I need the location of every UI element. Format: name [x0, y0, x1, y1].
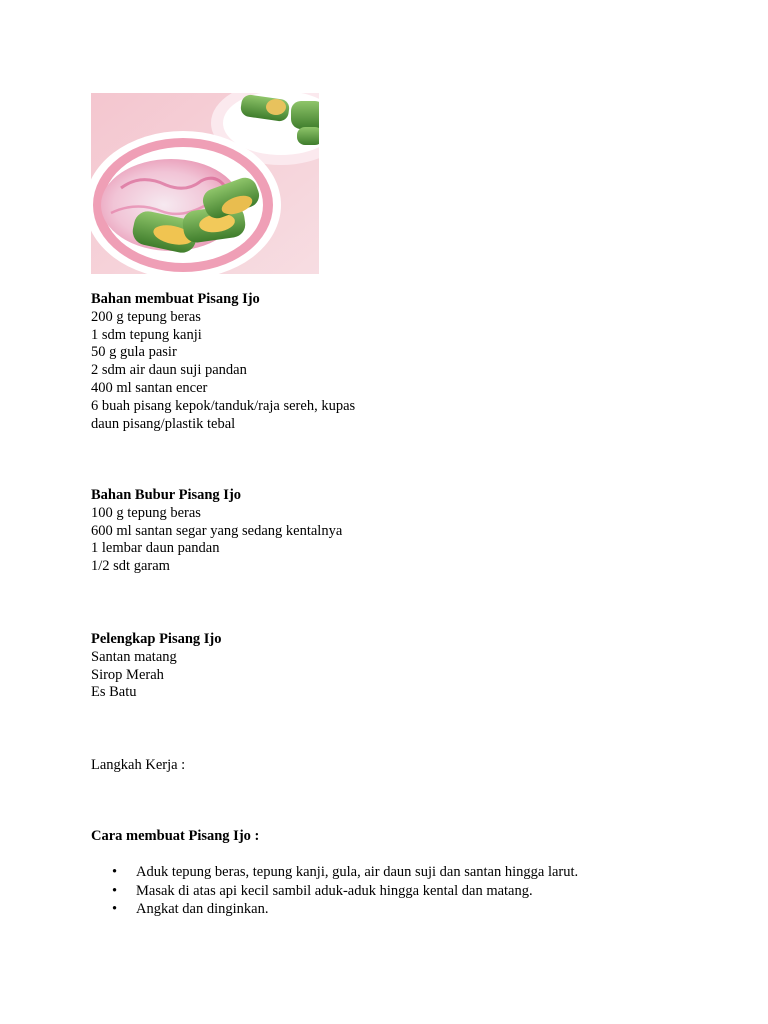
cara-section — [91, 828, 259, 846]
bahan-section — [91, 291, 355, 433]
ingredient-item: 1/2 sdt garam — [91, 558, 170, 575]
ingredient-item: 6 buah pisang kepok/tanduk/raja sereh, kupas — [91, 397, 356, 414]
bubur-heading: Bahan Bubur Pisang Ijo — [91, 487, 242, 503]
ingredient-item: daun pisang/plastik tebal — [91, 415, 236, 432]
ingredient-item: 50 g gula pasir — [91, 344, 177, 361]
pisang-ijo-photo — [91, 93, 319, 274]
step-item: • Masak di atas api kecil sambil aduk-aduk hingga kental dan matang. — [91, 882, 578, 901]
step-item: • Angkat dan dinginkan. — [91, 900, 578, 919]
bahan-heading: Bahan membuat Pisang Ijo — [91, 291, 260, 307]
ingredient-item: 2 sdm air daun suji pandan — [91, 362, 247, 379]
ingredient-item: Santan matang — [91, 648, 177, 665]
pelengkap-heading: Pelengkap Pisang Ijo — [91, 631, 222, 647]
ingredient-item: Sirop Merah — [91, 666, 164, 683]
langkah-kerja-label: Langkah Kerja : — [91, 757, 186, 773]
cara-heading: Cara membuat Pisang Ijo : — [91, 828, 260, 844]
ingredient-item: 600 ml santan segar yang sedang kentalnya — [91, 522, 343, 539]
ingredient-item: 400 ml santan encer — [91, 379, 208, 396]
pelengkap-section — [91, 631, 222, 702]
ingredient-item: 1 lembar daun pandan — [91, 540, 220, 557]
ingredient-item: 1 sdm tepung kanji — [91, 326, 202, 343]
ingredient-item: Es Batu — [91, 684, 137, 701]
bubur-section — [91, 487, 342, 576]
steps-list — [91, 863, 578, 919]
ingredient-item: 200 g tepung beras — [91, 308, 201, 325]
step-item: • Aduk tepung beras, tepung kanji, gula, air daun suji dan santan hingga larut. — [91, 863, 578, 882]
ingredient-item: 100 g tepung beras — [91, 504, 201, 521]
